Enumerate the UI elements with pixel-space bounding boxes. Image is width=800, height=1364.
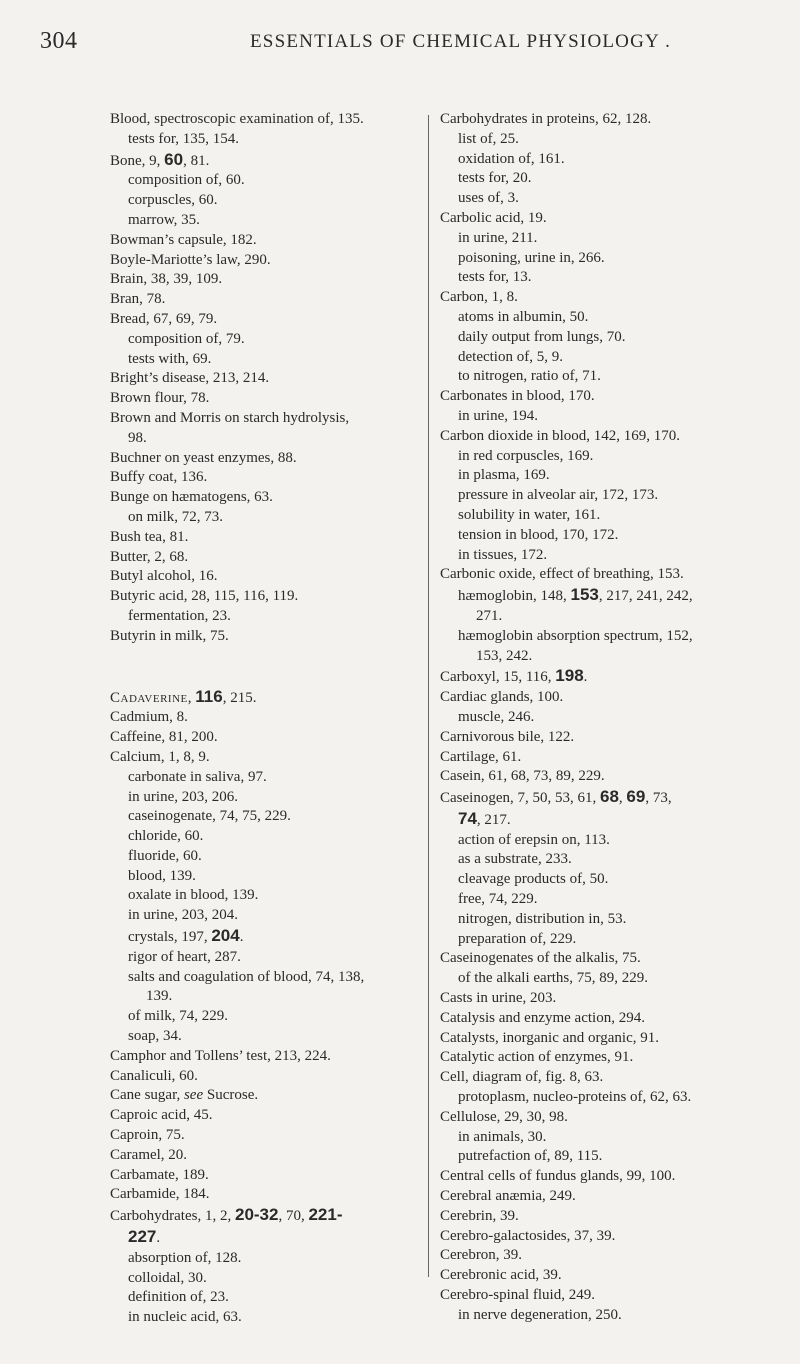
index-subentry: cleavage products of, 50. — [458, 871, 609, 888]
principal-page-ref: 198 — [555, 666, 584, 686]
index-entry: Casein, 61, 68, 73, 89, 229. — [440, 768, 605, 785]
entry-text: , 73, — [645, 790, 672, 807]
index-subentry: action of erepsin on, 113. — [458, 831, 610, 848]
index-entry: Carbamide, 184. — [110, 1186, 210, 1203]
index-subentry: muscle, 246. — [458, 708, 535, 725]
index-entry — [110, 687, 430, 709]
principal-page-ref: 74 — [458, 808, 477, 828]
entry-text: Carboxyl, 15, 116, — [440, 669, 556, 686]
index-subentry: daily output from lungs, 70. — [458, 328, 626, 345]
index-entry: Casts in urine, 203. — [440, 990, 557, 1007]
index-entry: Butyrin in milk, 75. — [110, 627, 229, 644]
index-subentry: oxidation of, 161. — [458, 150, 565, 167]
index-entry: Cerebro-spinal fluid, 249. — [440, 1287, 595, 1304]
index-subentry: definition of, 23. — [128, 1289, 229, 1306]
entry-text: Carbohydrates, 1, 2, — [110, 1208, 235, 1225]
index-continuation — [110, 1227, 430, 1249]
index-subentry: in urine, 203, 204. — [128, 907, 238, 924]
index-subentry: of the alkali earths, 75, 89, 229. — [458, 970, 648, 987]
index-subentry: composition of, 79. — [128, 330, 245, 347]
index-subentry — [110, 926, 430, 948]
index-entry: Bright’s disease, 213, 214. — [110, 370, 270, 387]
index-subentry: tests for, 20. — [458, 170, 532, 187]
index-subentry: fluoride, 60. — [128, 847, 202, 864]
index-subentry: soap, 34. — [128, 1028, 182, 1045]
index-entry: Cerebronic acid, 39. — [440, 1267, 562, 1284]
index-entry: Bran, 78. — [110, 291, 166, 308]
index-continuation: 98. — [128, 429, 147, 446]
index-entry: Camphor and Tollens’ test, 213, 224. — [110, 1047, 331, 1064]
index-entry: Bush tea, 81. — [110, 528, 189, 545]
index-subentry: rigor of heart, 287. — [128, 948, 241, 965]
index-subentry: corpuscles, 60. — [128, 192, 218, 209]
entry-text: . — [239, 929, 244, 946]
index-subentry: caseinogenate, 74, 75, 229. — [128, 808, 291, 825]
index-column-left — [110, 110, 430, 1328]
index-entry — [110, 150, 430, 172]
index-subentry: absorption of, 128. — [128, 1249, 242, 1266]
index-subentry: nitrogen, distribution in, 53. — [458, 910, 627, 927]
index-entry: Caffeine, 81, 200. — [110, 729, 218, 746]
index-subentry: atoms in albumin, 50. — [458, 308, 589, 325]
index-entry: Catalysis and enzyme action, 294. — [440, 1009, 645, 1026]
index-subentry: carbonate in saliva, 97. — [128, 768, 267, 785]
entry-text: , 70, — [278, 1208, 309, 1225]
index-entry: Carbon, 1, 8. — [440, 289, 518, 306]
index-entry: Butyric acid, 28, 115, 116, 119. — [110, 588, 299, 605]
principal-page-ref: 221- — [308, 1205, 343, 1225]
entry-text: , — [618, 790, 627, 807]
index-subentry: in animals, 30. — [458, 1128, 547, 1145]
running-title: ESSENTIALS OF CHEMICAL PHYSIOLOGY . — [250, 31, 672, 52]
index-entry — [440, 666, 785, 688]
index-subentry: preparation of, 229. — [458, 930, 577, 947]
index-entry: Canaliculi, 60. — [110, 1067, 198, 1084]
index-entry: Bowman’s capsule, 182. — [110, 231, 257, 248]
index-entry: Carbonic oxide, effect of breathing, 153. — [440, 566, 684, 583]
index-entry: Calcium, 1, 8, 9. — [110, 748, 210, 765]
index-subentry: composition of, 60. — [128, 172, 245, 189]
index-subentry: in nerve degeneration, 250. — [458, 1306, 622, 1323]
index-entry: Cerebro-galactosides, 37, 39. — [440, 1227, 616, 1244]
entry-text: crystals, 197, — [128, 929, 212, 946]
index-entry: Central cells of fundus glands, 99, 100. — [440, 1168, 676, 1185]
index-entry: Cell, diagram of, fig. 8, 63. — [440, 1069, 604, 1086]
index-subentry: pressure in alveolar air, 172, 173. — [458, 487, 659, 504]
index-entry: Buffy coat, 136. — [110, 469, 208, 486]
entry-text: , 81. — [183, 152, 210, 169]
index-subentry: free, 74, 229. — [458, 891, 538, 908]
index-subentry: as a substrate, 233. — [458, 851, 572, 868]
index-entry: Caseinogenates of the alkalis, 75. — [440, 950, 641, 967]
index-entry: Cartilage, 61. — [440, 748, 522, 765]
index-entry: Bunge on hæmatogens, 63. — [110, 489, 273, 506]
index-entry: Carbonates in blood, 170. — [440, 388, 595, 405]
index-subentry: in urine, 203, 206. — [128, 788, 238, 805]
entry-text: , — [187, 689, 196, 706]
index-entry: Carbamate, 189. — [110, 1166, 209, 1183]
index-entry: Cerebron, 39. — [440, 1247, 523, 1264]
index-entry: Brown flour, 78. — [110, 390, 210, 407]
index-subentry: hæmoglobin absorption spectrum, 152, — [458, 627, 693, 644]
index-subentry: fermentation, 23. — [128, 607, 231, 624]
entry-text: , 217, 241, 242, — [598, 588, 693, 605]
index-entry: Carbon dioxide in blood, 142, 169, 170. — [440, 427, 680, 444]
index-entry: Cellulose, 29, 30, 98. — [440, 1108, 568, 1125]
index-entry: Boyle-Mariotte’s law, 290. — [110, 251, 271, 268]
column-divider — [428, 115, 429, 1277]
index-continuation: 139. — [146, 988, 173, 1005]
index-entry: Brown and Morris on starch hydrolysis, — [110, 409, 350, 426]
index-subentry: in nucleic acid, 63. — [128, 1309, 242, 1326]
entry-text: , 217. — [476, 811, 511, 828]
index-entry: Brain, 38, 39, 109. — [110, 271, 223, 288]
entry-text: Sucrose. — [203, 1087, 259, 1104]
index-subentry: colloidal, 30. — [128, 1269, 207, 1286]
index-subentry: chloride, 60. — [128, 828, 204, 845]
index-subentry: of milk, 74, 229. — [128, 1008, 228, 1025]
index-continuation — [440, 809, 785, 831]
principal-page-ref: 227 — [128, 1227, 157, 1247]
index-subentry: blood, 139. — [128, 867, 196, 884]
see-reference: see — [183, 1087, 204, 1104]
entry-text: . — [156, 1230, 161, 1247]
index-entry: Caproic acid, 45. — [110, 1107, 213, 1124]
index-subentry: to nitrogen, ratio of, 71. — [458, 368, 601, 385]
index-subentry: in red corpuscles, 169. — [458, 447, 594, 464]
index-subentry: oxalate in blood, 139. — [128, 887, 259, 904]
entry-text: . — [583, 669, 588, 686]
index-subentry: putrefaction of, 89, 115. — [458, 1148, 603, 1165]
index-subentry: protoplasm, nucleo-proteins of, 62, 63. — [458, 1089, 692, 1106]
index-entry: Caramel, 20. — [110, 1146, 188, 1163]
index-subentry: marrow, 35. — [128, 211, 200, 228]
entry-headword: Cadaverine — [110, 689, 188, 706]
entry-text: Cane sugar, — [110, 1087, 184, 1104]
principal-page-ref: 68 — [599, 787, 619, 807]
index-entry — [440, 787, 785, 809]
entry-text: Bone, 9, — [110, 152, 165, 169]
index-entry — [110, 1086, 430, 1106]
index-subentry: solubility in water, 161. — [458, 506, 601, 523]
index-entry: Cerebrin, 39. — [440, 1207, 519, 1224]
index-subentry — [440, 585, 785, 607]
index-subentry: tests for, 13. — [458, 269, 532, 286]
entry-text: Caseinogen, 7, 50, 53, 61, — [440, 790, 600, 807]
index-subentry: salts and coagulation of blood, 74, 138, — [128, 968, 365, 985]
principal-page-ref: 153 — [570, 585, 599, 605]
index-entry: Butter, 2, 68. — [110, 548, 189, 565]
principal-page-ref: 69 — [626, 787, 646, 807]
index-entry: Carnivorous bile, 122. — [440, 728, 575, 745]
index-entry: Buchner on yeast enzymes, 88. — [110, 449, 297, 466]
section-gap — [110, 647, 430, 687]
index-subentry: poisoning, urine in, 266. — [458, 249, 605, 266]
index-entry: Catalysts, inorganic and organic, 91. — [440, 1029, 659, 1046]
index-entry: Cardiac glands, 100. — [440, 689, 564, 706]
index-entry: Caproin, 75. — [110, 1127, 185, 1144]
principal-page-ref: 60 — [164, 149, 184, 169]
index-subentry: list of, 25. — [458, 130, 519, 147]
entry-text: , 215. — [222, 689, 257, 706]
index-entry: Butyl alcohol, 16. — [110, 568, 218, 585]
principal-page-ref: 116 — [195, 686, 223, 706]
index-entry: Catalytic action of enzymes, 91. — [440, 1049, 634, 1066]
index-entry — [110, 1205, 430, 1227]
index-subentry: in urine, 194. — [458, 407, 538, 424]
index-subentry: on milk, 72, 73. — [128, 508, 224, 525]
index-entry: Carbolic acid, 19. — [440, 209, 547, 226]
index-entry: Carbohydrates in proteins, 62, 128. — [440, 111, 652, 127]
index-subentry: in urine, 211. — [458, 229, 538, 246]
index-entry: Cerebral anæmia, 249. — [440, 1188, 576, 1205]
index-subentry: tests for, 135, 154. — [128, 130, 240, 147]
index-entry: Bread, 67, 69, 79. — [110, 310, 218, 327]
index-subentry: detection of, 5, 9. — [458, 348, 563, 365]
index-subentry: tension in blood, 170, 172. — [458, 526, 619, 543]
index-subentry: tests with, 69. — [128, 350, 212, 367]
index-subentry: uses of, 3. — [458, 190, 519, 207]
entry-text: hæmoglobin, 148, — [458, 588, 571, 605]
index-subentry: in tissues, 172. — [458, 546, 548, 563]
page-header — [40, 28, 760, 58]
index-continuation: 271. — [476, 607, 503, 624]
index-entry: Blood, spectroscopic examination of, 135. — [110, 111, 364, 127]
index-subentry: in plasma, 169. — [458, 467, 550, 484]
index-column-right — [440, 110, 785, 1326]
page-number: 304 — [40, 28, 78, 54]
principal-page-ref: 204 — [211, 926, 240, 946]
index-entry: Cadmium, 8. — [110, 709, 188, 726]
principal-page-ref: 20-32 — [234, 1205, 279, 1225]
index-continuation: 153, 242. — [476, 647, 533, 664]
